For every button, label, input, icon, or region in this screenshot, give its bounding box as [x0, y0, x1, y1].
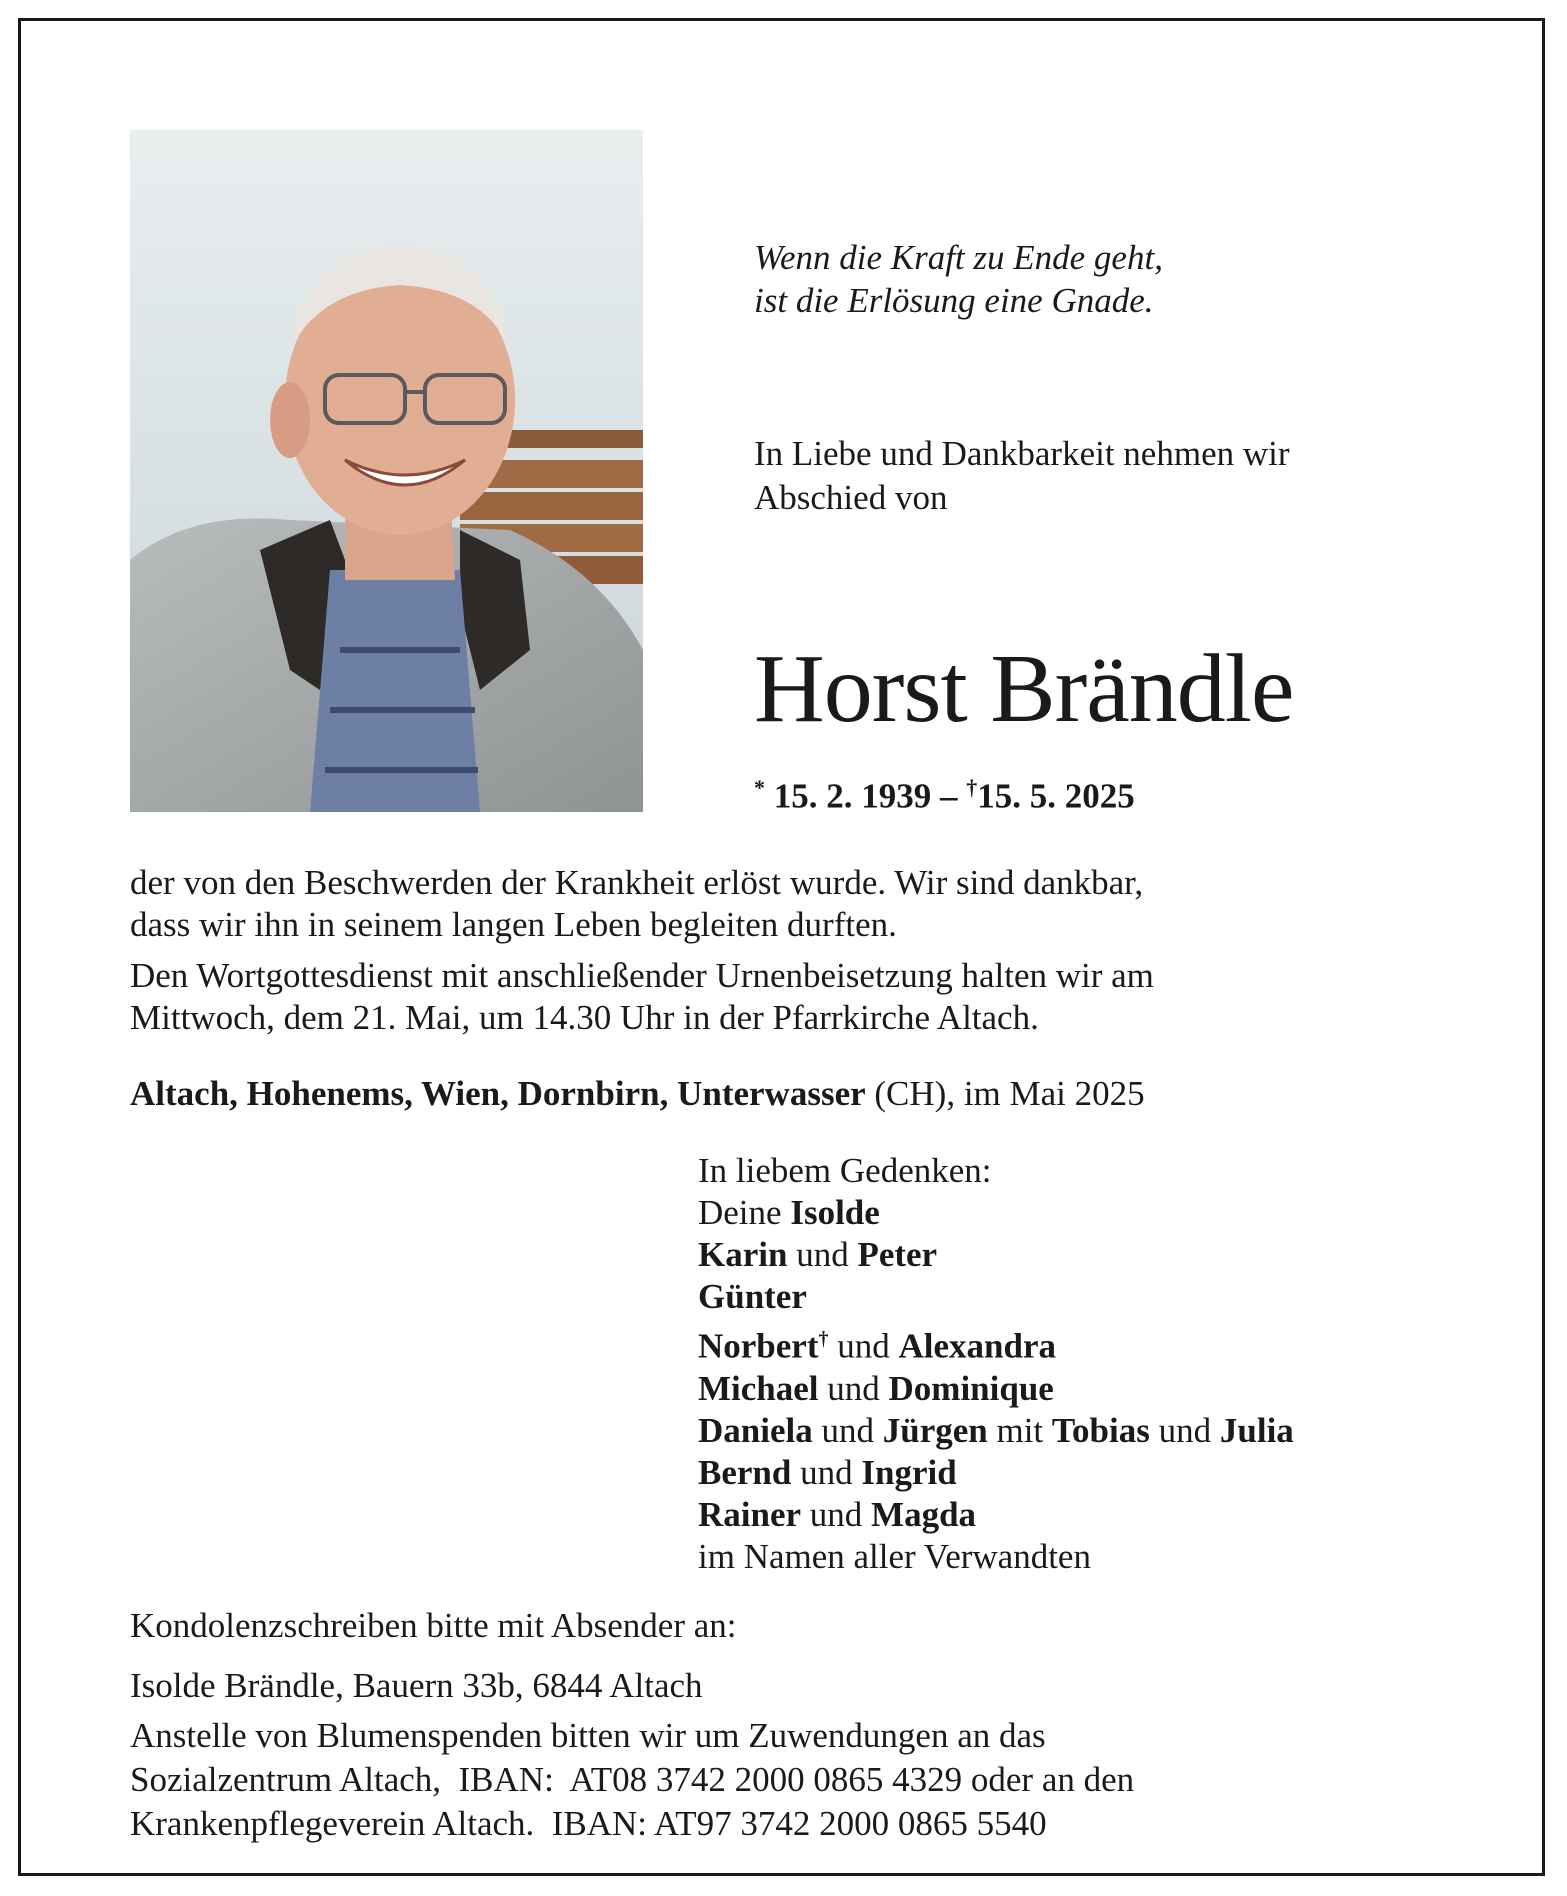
family-name-ingrid: Ingrid — [861, 1452, 957, 1492]
family-name-bernd: Bernd — [698, 1452, 792, 1492]
motto-quote — [754, 236, 1163, 322]
death-date: 15. 5. 2025 — [977, 776, 1135, 816]
places-towns: Altach, Hohenems, Wien, Dornbirn, Unterwasser — [130, 1074, 866, 1113]
paragraph-relief-line-1: der von den Beschwerden der Krankheit erlöst wurde. Wir sind dankbar, — [130, 863, 1144, 902]
portrait-photo — [130, 130, 643, 812]
family-word-und: und — [821, 1410, 874, 1450]
family-name-rainer: Rainer — [698, 1494, 802, 1534]
condolence-line-2: Isolde Brändle, Bauern 33b, 6844 Altach — [130, 1666, 703, 1705]
donation-line-1: Anstelle von Blumenspenden bitten wir um Zuwendungen an das — [130, 1716, 1046, 1755]
motto-line-2: ist die Erlösung eine Gnade. — [754, 281, 1154, 320]
death-symbol: † — [966, 775, 978, 800]
family-word-und: und — [837, 1326, 890, 1366]
family-name-peter: Peter — [857, 1235, 938, 1274]
condolence-line-1: Kondolenzschreiben bitte mit Absender an: — [130, 1606, 737, 1645]
family-name-dominique: Dominique — [888, 1368, 1054, 1408]
places-suffix: (CH), im Mai 2025 — [874, 1074, 1145, 1113]
family-word-und: und — [827, 1368, 880, 1408]
family-name-karin: Karin — [698, 1235, 788, 1274]
family-row-isolde — [698, 1192, 1294, 1234]
motto-line-1: Wenn die Kraft zu Ende geht, — [754, 238, 1163, 277]
portrait-illustration — [130, 130, 643, 812]
intro-line-2: Abschied von — [754, 478, 948, 517]
family-row-norbert — [698, 1318, 1294, 1368]
family-name-magda: Magda — [871, 1494, 977, 1534]
date-separator: – — [940, 776, 958, 816]
family-name-daniela: Daniela — [698, 1410, 813, 1450]
family-word-und: und — [796, 1235, 849, 1274]
donation-note — [130, 1714, 1134, 1846]
deceased-name: Horst Brändle — [754, 635, 1294, 743]
family-name-julia: Julia — [1219, 1410, 1294, 1450]
family-heading: In liebem Gedenken: — [698, 1151, 992, 1190]
family-name-juergen: Jürgen — [882, 1410, 988, 1450]
birth-date: 15. 2. 1939 — [773, 776, 932, 816]
bench-plank-2 — [460, 492, 643, 520]
paragraph-service-line-2: Mittwoch, dem 21. Mai, um 14.30 Uhr in der Pfarrkirche Altach. — [130, 998, 1039, 1037]
family-row-michael — [698, 1368, 1294, 1410]
life-dates — [754, 766, 1135, 819]
family-row-karin — [698, 1234, 1294, 1276]
places-line — [130, 1072, 1145, 1116]
family-word-und: und — [809, 1494, 863, 1534]
donation-line-3: Krankenpflegeverein Altach. IBAN: AT97 3742 2000 0865 5540 — [130, 1804, 1047, 1843]
family-word-und: und — [1158, 1410, 1212, 1450]
family-name-michael: Michael — [698, 1368, 819, 1408]
ear — [270, 382, 310, 458]
intro-line-1: In Liebe und Dankbarkeit nehmen wir — [754, 434, 1290, 473]
family-closing: im Namen aller Verwandten — [698, 1536, 1091, 1576]
family-name-alexandra: Alexandra — [898, 1326, 1057, 1366]
family-word-deine: Deine — [698, 1193, 782, 1232]
family-row-daniela — [698, 1410, 1294, 1452]
paragraph-service-line-1: Den Wortgottesdienst mit anschließender Urnenbeisetzung halten wir am — [130, 956, 1154, 995]
family-name-guenter: Günter — [698, 1277, 807, 1316]
family-word-und: und — [800, 1452, 853, 1492]
paragraph-relief — [130, 862, 1143, 946]
birth-symbol: * — [754, 775, 765, 800]
family-name-norbert: Norbert — [698, 1326, 819, 1366]
condolence-address — [130, 1596, 737, 1716]
family-name-tobias: Tobias — [1051, 1410, 1150, 1450]
dagger-icon: † — [818, 1328, 829, 1350]
intro-text — [754, 432, 1290, 520]
paragraph-relief-line-2: dass wir ihn in seinem langen Leben begleiten durften. — [130, 905, 897, 944]
family-row-rainer — [698, 1494, 1294, 1536]
family-row-guenter — [698, 1276, 1294, 1318]
donation-line-2: Sozialzentrum Altach, IBAN: AT08 3742 2000 0865 4329 oder an den — [130, 1760, 1135, 1799]
family-name-isolde: Isolde — [790, 1193, 880, 1232]
family-row-bernd — [698, 1452, 1294, 1494]
paragraph-service — [130, 955, 1154, 1039]
family-word-mit: mit — [996, 1410, 1044, 1450]
shirt — [310, 570, 480, 812]
family-list — [698, 1150, 1294, 1578]
